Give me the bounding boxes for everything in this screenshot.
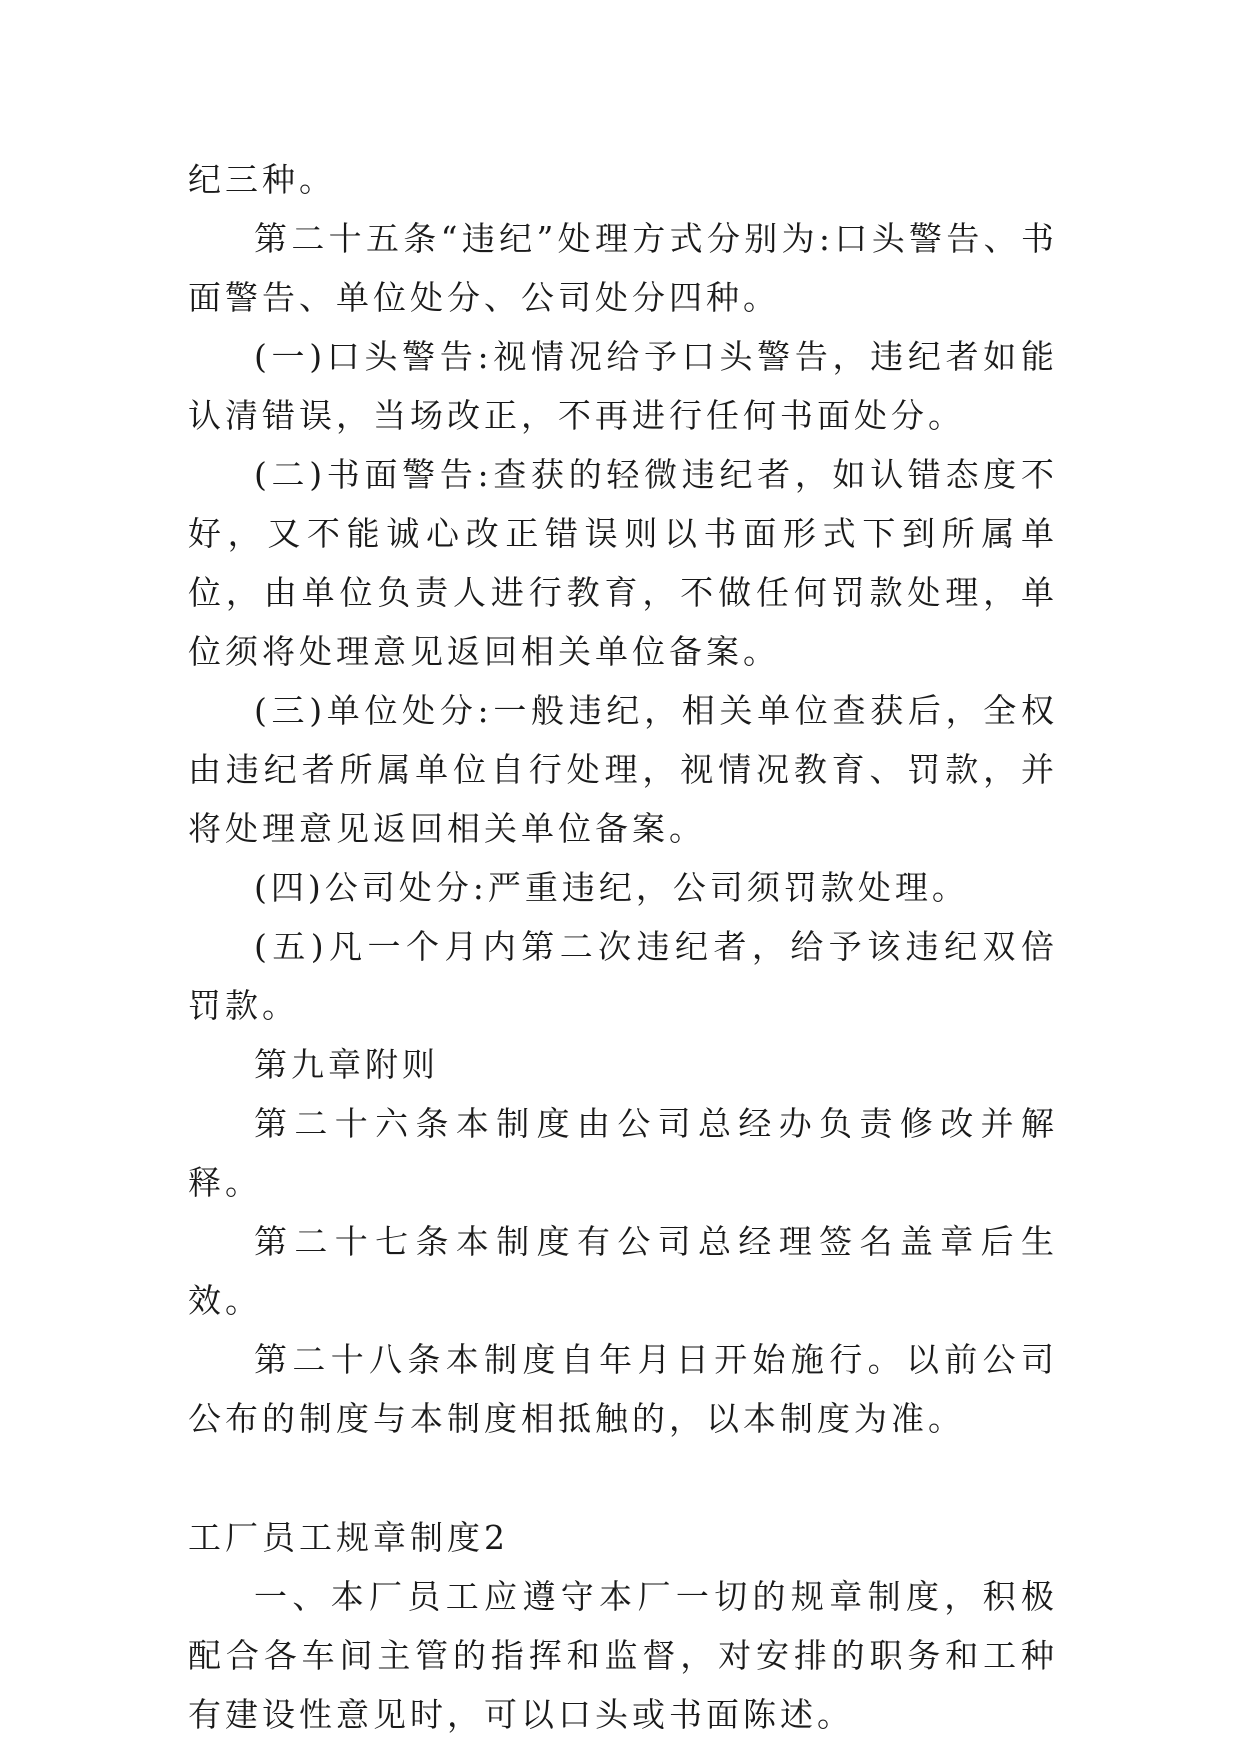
article-27: 第二十七条本制度有公司总经理签名盖章后生效。	[188, 1222, 1058, 1320]
section-2-rule-1: 一、本厂员工应遵守本厂一切的规章制度，积极配合各车间主管的指挥和监督，对安排的职务和工种有建设性意见时，可以口头或书面陈述。	[188, 1577, 1058, 1734]
item-written-warning: (二)书面警告:查获的轻微违纪者，如认错态度不好，又不能诚心改正错误则以书面形式下到所属单位，由单位负责人进行教育，不做任何罚款处理，单位须将处理意见返回相关单位备案。	[188, 455, 1058, 671]
article-28: 第二十八条本制度自年月日开始施行。以前公司公布的制度与本制度相抵触的，以本制度为准。	[188, 1340, 1058, 1438]
item-oral-warning: (一)口头警告:视情况给予口头警告，违纪者如能认清错误，当场改正，不再进行任何书面处分。	[188, 337, 1058, 435]
chapter-9-heading: 第九章附则	[254, 1045, 439, 1084]
item-company-penalty: (四)公司处分:严重违纪，公司须罚款处理。	[254, 868, 969, 907]
item-repeat-offense: (五)凡一个月内第二次违纪者，给予该违纪双倍罚款。	[188, 927, 1058, 1025]
article-26: 第二十六条本制度由公司总经办负责修改并解释。	[188, 1104, 1058, 1202]
document-page	[188, 150, 1058, 1744]
section-2-title: 工厂员工规章制度2	[188, 1518, 509, 1557]
paragraph-continuation: 纪三种。	[188, 160, 336, 199]
article-25: 第二十五条“违纪”处理方式分别为:口头警告、书面警告、单位处分、公司处分四种。	[188, 219, 1058, 317]
section-spacer	[188, 1448, 1058, 1508]
item-unit-penalty: (三)单位处分:一般违纪，相关单位查获后，全权由违纪者所属单位自行处理，视情况教育、罚款，并将处理意见返回相关单位备案。	[188, 691, 1058, 848]
